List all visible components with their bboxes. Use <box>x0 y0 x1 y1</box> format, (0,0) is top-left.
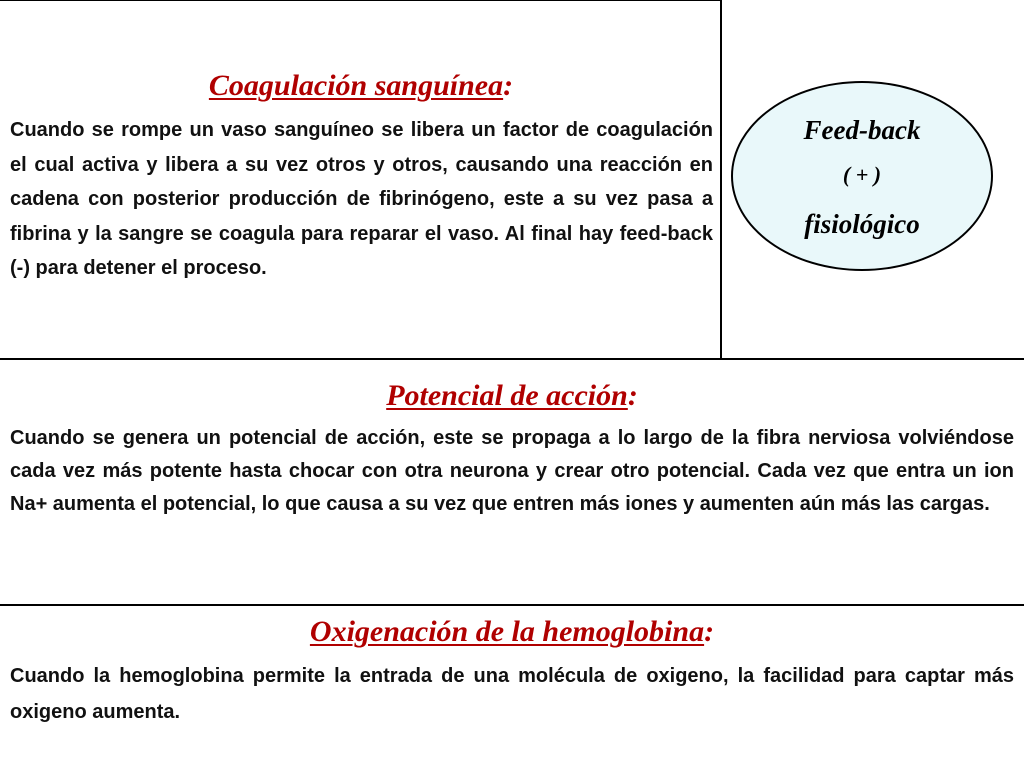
action-potential-colon: : <box>627 379 638 412</box>
coagulation-text: Cuando se rompe un vaso sanguíneo se libera un factor de coagulación el cual activa y libera a su vez otros y otros, causando una reacción en cadena con posterior producción de fibrinógeno, este a su vez pasa a fibrina y la sangre se coagula para reparar el vaso. Al final hay feed-back (-) para detener el proceso. <box>10 119 713 279</box>
hemoglobin-title: Oxigenación de la hemoglobina <box>309 615 705 648</box>
feedback-type: fisiológico <box>804 209 920 239</box>
feedback-sign: ( + ) <box>842 162 882 187</box>
coagulation-title: Coagulación sanguínea <box>208 69 504 102</box>
hemoglobin-colon: : <box>704 615 715 648</box>
action-potential-text: Cuando se genera un potencial de acción, este se propaga a lo largo de la fibra nerviosa volviéndose cada vez más potente hasta chocar con otra neurona y crear otro potencial. Cada vez que entra un ion Na+ aumenta el potencial, lo que causa a su vez que entren más iones y aumenten aún más las cargas. <box>10 427 1014 515</box>
coagulation-heading <box>0 68 722 104</box>
coagulation-colon: : <box>503 69 514 102</box>
hemoglobin-text: Cuando la hemoglobina permite la entrada de una molécula de oxigeno, la facilidad para captar más oxigeno aumenta. <box>10 665 1014 723</box>
action-potential-heading <box>0 378 1024 414</box>
feedback-label: Feed-back <box>803 115 921 145</box>
action-potential-title: Potencial de acción <box>386 379 628 412</box>
hemoglobin-heading <box>0 614 1024 650</box>
